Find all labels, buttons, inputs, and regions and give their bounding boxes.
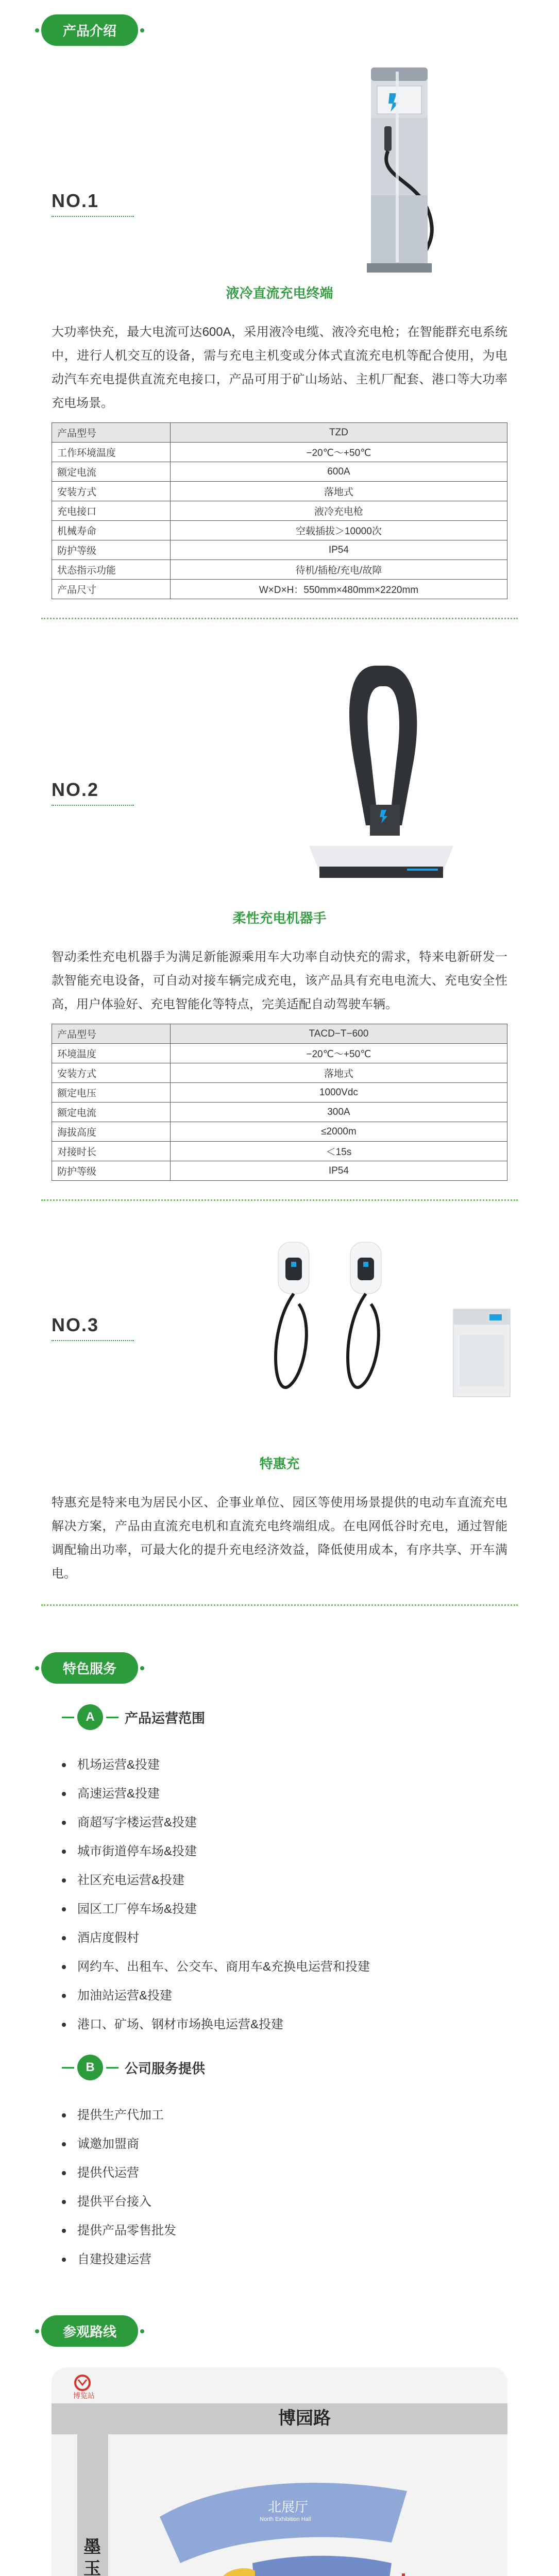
dotted-divider: [41, 1604, 518, 1606]
service-group-title: 公司服务提供: [125, 2060, 206, 2076]
service-item: 加油站运营&投建: [62, 1981, 559, 2010]
service-item: 商超写字楼运营&投建: [62, 1808, 559, 1837]
spec-value: 600A: [170, 462, 507, 482]
spec-key: 额定电流: [52, 1103, 171, 1122]
decor-line: [106, 1717, 118, 1718]
spec-row: [52, 1083, 507, 1103]
spec-key: 安装方式: [52, 482, 171, 501]
spec-row: [52, 540, 507, 560]
service-item: 提供代运营: [62, 2159, 559, 2188]
spec-row: [52, 1103, 507, 1122]
spec-table: [52, 422, 507, 599]
section-tag-services: 特色服务: [41, 1652, 138, 1684]
service-item: 酒店度假村: [62, 1924, 559, 1953]
spec-key: 额定电压: [52, 1083, 171, 1103]
service-group-title: 产品运营范围: [125, 1710, 206, 1726]
product-number: NO.3: [52, 1314, 99, 1335]
spec-key: 安装方式: [52, 1063, 171, 1083]
badge-a: A: [77, 1704, 103, 1730]
service-item: 园区工厂停车场&投建: [62, 1895, 559, 1924]
product-title: 液冷直流充电终端: [226, 285, 333, 301]
spec-row: [52, 1024, 507, 1044]
product-title: 柔性充电机器手: [232, 910, 327, 926]
service-item: 社区充电运营&投建: [62, 1866, 559, 1895]
spec-row: [52, 443, 507, 462]
spec-value: 空载插拔＞10000次: [170, 521, 507, 540]
spec-key: 防护等级: [52, 1161, 171, 1181]
road-left-char-1: 墨: [83, 2537, 101, 2557]
spec-value: W×D×H：550mm×480mm×2220mm: [170, 580, 507, 599]
spec-row: [52, 462, 507, 482]
service-group-a: [0, 1704, 559, 2039]
road-left-char-2: 玉: [83, 2559, 101, 2576]
dotted-divider: [41, 1199, 518, 1201]
route-map-svg: [52, 2367, 507, 2576]
spec-key: 充电接口: [52, 501, 171, 521]
dotted-divider: [41, 618, 518, 619]
flexible-charging-robot-image: [299, 655, 464, 892]
spec-key: 机械寿命: [52, 521, 171, 540]
spec-value: 落地式: [170, 1063, 507, 1083]
product-number: NO.2: [52, 779, 99, 800]
section-tag-intro: 产品介绍: [41, 14, 138, 46]
spec-key: 环境温度: [52, 1044, 171, 1063]
spec-value: TACD−T−600: [170, 1024, 507, 1044]
spec-row: [52, 1063, 507, 1083]
spec-value: TZD: [170, 423, 507, 443]
road-label-left: [83, 2537, 106, 2576]
product-description: 大功率快充，最大电流可达600A，采用液冷电缆、液冷充电枪；在智能群充电系统中，进行人机交互的设备，需与充电主机变或分体式直流充电机等配合使用，为电动汽车充电提供直流充电接口，产品可用于矿山场站、主机厂配套、港口等大功率充电场景。: [52, 325, 507, 410]
service-item: 自建投建运营: [62, 2245, 559, 2274]
decor-line: [62, 2067, 74, 2069]
decor-line: [62, 1717, 74, 1718]
special-charger-image: [268, 1232, 526, 1448]
entry-marker: [402, 2573, 405, 2576]
spec-key: 产品型号: [52, 423, 171, 443]
service-item: 高速运营&投建: [62, 1780, 559, 1808]
product-number: NO.1: [52, 190, 99, 211]
spec-value: 待机/插枪/充电/故障: [170, 560, 507, 580]
spec-key: 工作环境温度: [52, 443, 171, 462]
spec-value: ＜15s: [170, 1142, 507, 1161]
spec-key: 海拔高度: [52, 1122, 171, 1142]
product-description: 特惠充是特来电为居民小区、企事业单位、园区等使用场景提供的电动车直流充电解决方案，产品由直流充电机和直流充电终端组成。在电网低谷时充电，通过智能调配输出功率，可最大化的提升充电经济效益，降低使用成本，有序共享、开车满电。: [52, 1496, 507, 1581]
spec-key: 对接时长: [52, 1142, 171, 1161]
spec-row: [52, 482, 507, 501]
spec-row: [52, 1161, 507, 1181]
spec-row: [52, 1142, 507, 1161]
spec-key: 额定电流: [52, 462, 171, 482]
spec-value: −20℃～+50℃: [170, 1044, 507, 1063]
hall-north-en: North Exhibition Hall: [260, 2516, 311, 2522]
spec-value: IP54: [170, 1161, 507, 1181]
spec-key: 产品型号: [52, 1024, 171, 1044]
spec-row: [52, 521, 507, 540]
service-item: 机场运营&投建: [62, 1751, 559, 1780]
product-3: [0, 1232, 559, 1586]
spec-key: 状态指示功能: [52, 560, 171, 580]
service-item: 网约车、出租车、公交车、商用车&充换电运营和投建: [62, 1953, 559, 1981]
service-group-b: [0, 2055, 559, 2274]
route-map: [52, 2367, 507, 2576]
divider: [52, 805, 134, 806]
service-item: 港口、矿场、钢材市场换电运营&投建: [62, 2010, 559, 2039]
spec-value: 液冷充电枪: [170, 501, 507, 521]
metro-label: 博览站: [73, 2392, 95, 2400]
spec-value: ≤2000m: [170, 1122, 507, 1142]
liquid-cooled-charger-image: [340, 61, 443, 278]
service-list: [62, 1751, 559, 2039]
road-label-top: 博园路: [278, 2409, 331, 2428]
spec-value: 1000Vdc: [170, 1083, 507, 1103]
service-item: 提供产品零售批发: [62, 2216, 559, 2245]
decor-line: [106, 2067, 118, 2069]
service-item: 提供平台接入: [62, 2188, 559, 2216]
spec-key: 防护等级: [52, 540, 171, 560]
product-2: [0, 645, 559, 1181]
spec-value: IP54: [170, 540, 507, 560]
hall-north-label: 北展厅: [268, 2499, 309, 2515]
section-tag-route: 参观路线: [41, 2315, 138, 2347]
service-item: 城市街道停车场&投建: [62, 1837, 559, 1866]
product-1: [0, 61, 559, 599]
service-item: 提供生产代加工: [62, 2101, 559, 2130]
divider: [52, 1340, 134, 1341]
product-description: 智动柔性充电机器手为满足新能源乘用车大功率自动快充的需求，特来电新研发一款智能充电设备，可自动对接车辆完成充电，该产品具有充电电流大、充电安全性高，用户体验好、充电智能化等特点，完美适配自动驾驶车辆。: [52, 950, 507, 1011]
spec-row: [52, 1044, 507, 1063]
spec-row: [52, 560, 507, 580]
spec-value: −20℃～+50℃: [170, 443, 507, 462]
service-item: 诚邀加盟商: [62, 2130, 559, 2159]
divider: [52, 216, 134, 217]
spec-value: 落地式: [170, 482, 507, 501]
spec-value: 300A: [170, 1103, 507, 1122]
badge-b: B: [77, 2055, 103, 2080]
spec-row: [52, 501, 507, 521]
spec-row: [52, 1122, 507, 1142]
product-title: 特惠充: [259, 1456, 300, 1471]
service-list: [62, 2101, 559, 2274]
spec-key: 产品尺寸: [52, 580, 171, 599]
spec-row: [52, 423, 507, 443]
spec-table: [52, 1024, 507, 1181]
spec-row: [52, 580, 507, 599]
